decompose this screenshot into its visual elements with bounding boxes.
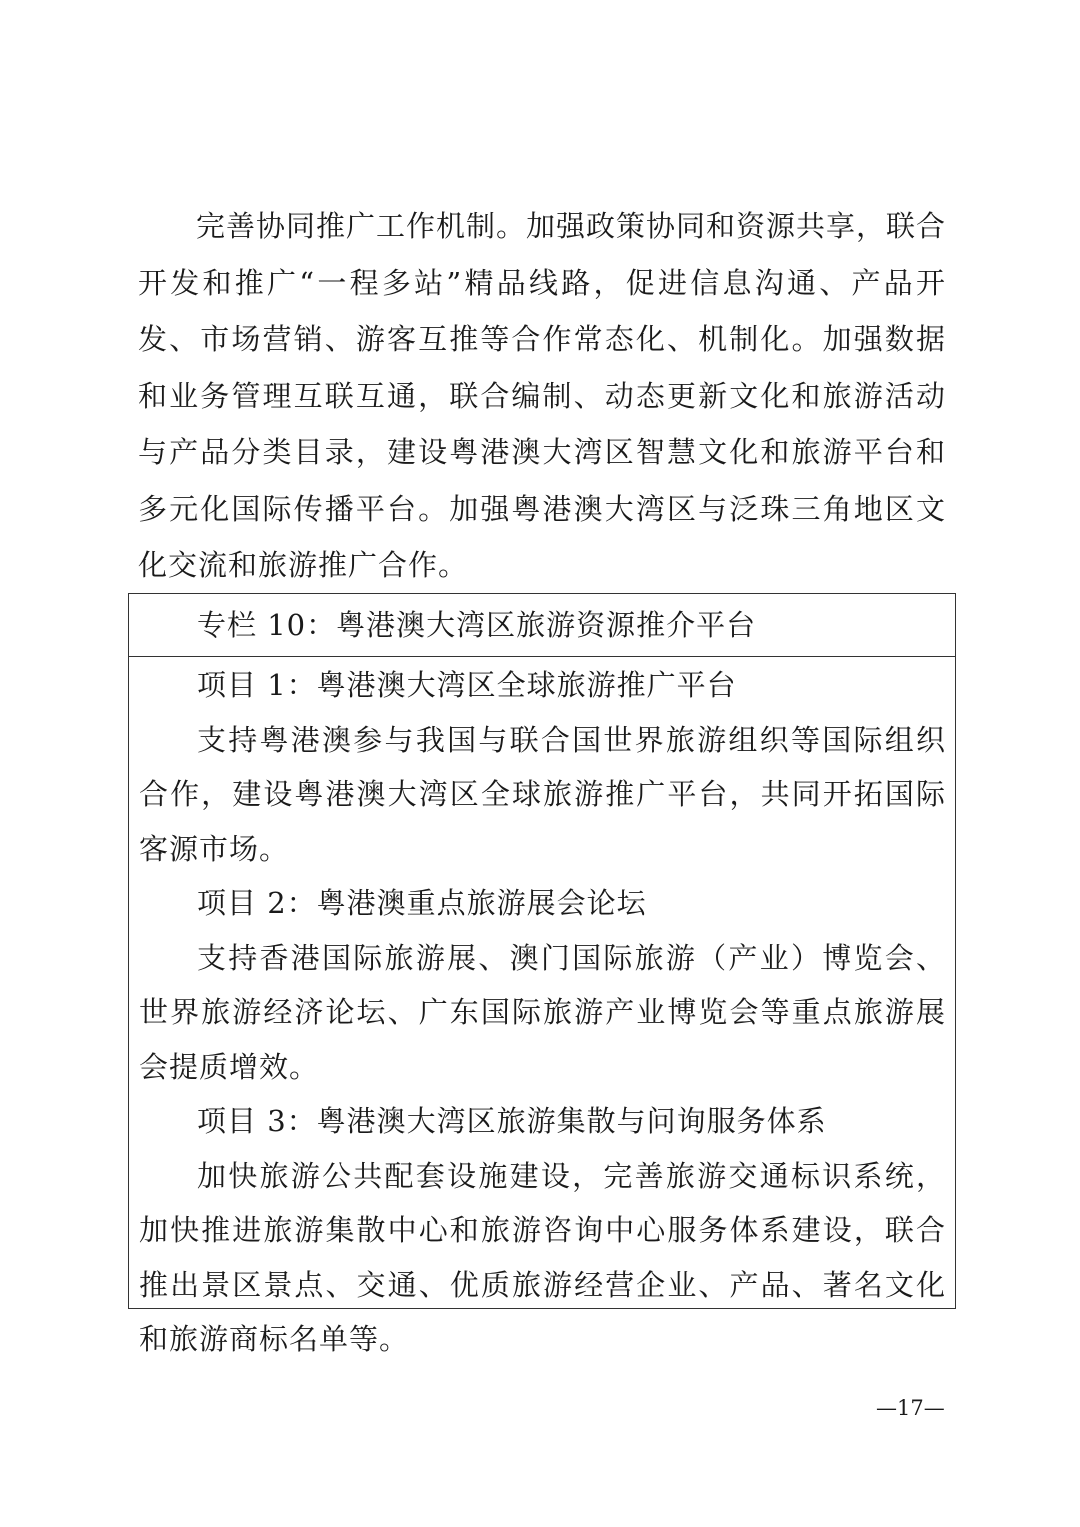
item-3-title: 项目 3：粤港澳大湾区旅游集散与问询服务体系	[197, 1104, 827, 1138]
item-3-description: 加快旅游公共配套设施建设，完善旅游交通标识系统，加快推进旅游集散中心和旅游咨询中心服务体系建设，联合推出景区景点、交通、优质旅游经营企业、产品、著名文化和旅游商标名单等。	[139, 1158, 946, 1356]
item-1-description: 支持粤港澳参与我国与联合国世界旅游组织等国际组织合作，建设粤港澳大湾区全球旅游推广平台，共同开拓国际客源市场。	[139, 722, 946, 866]
item-2-description: 支持香港国际旅游展、澳门国际旅游（产业）博览会、世界旅游经济论坛、广东国际旅游产业博览会等重点旅游展会提质增效。	[139, 940, 946, 1084]
page-number: —17—	[876, 1396, 945, 1420]
item-1-title: 项目 1：粤港澳大湾区全球旅游推广平台	[197, 668, 737, 702]
body-paragraph: 完善协同推广工作机制。加强政策协同和资源共享，联合开发和推广“一程多站”精品线路，促进信息沟通、产品开发、市场营销、游客互推等合作常态化、机制化。加强数据和业务管理互联互通，联合编制、动态更新文化和旅游活动与产品分类目录，建设粤港澳大湾区智慧文化和旅游平台和多元化国际传播平台。加强粤港澳大湾区与泛珠三角地区文化交流和旅游推广合作。	[138, 209, 947, 582]
item-2-title: 项目 2：粤港澳重点旅游展会论坛	[197, 886, 647, 920]
column-box-title: 专栏 10：粤港澳大湾区旅游资源推介平台	[129, 594, 955, 657]
column-box-body	[129, 658, 955, 1367]
column-box	[128, 593, 956, 1356]
